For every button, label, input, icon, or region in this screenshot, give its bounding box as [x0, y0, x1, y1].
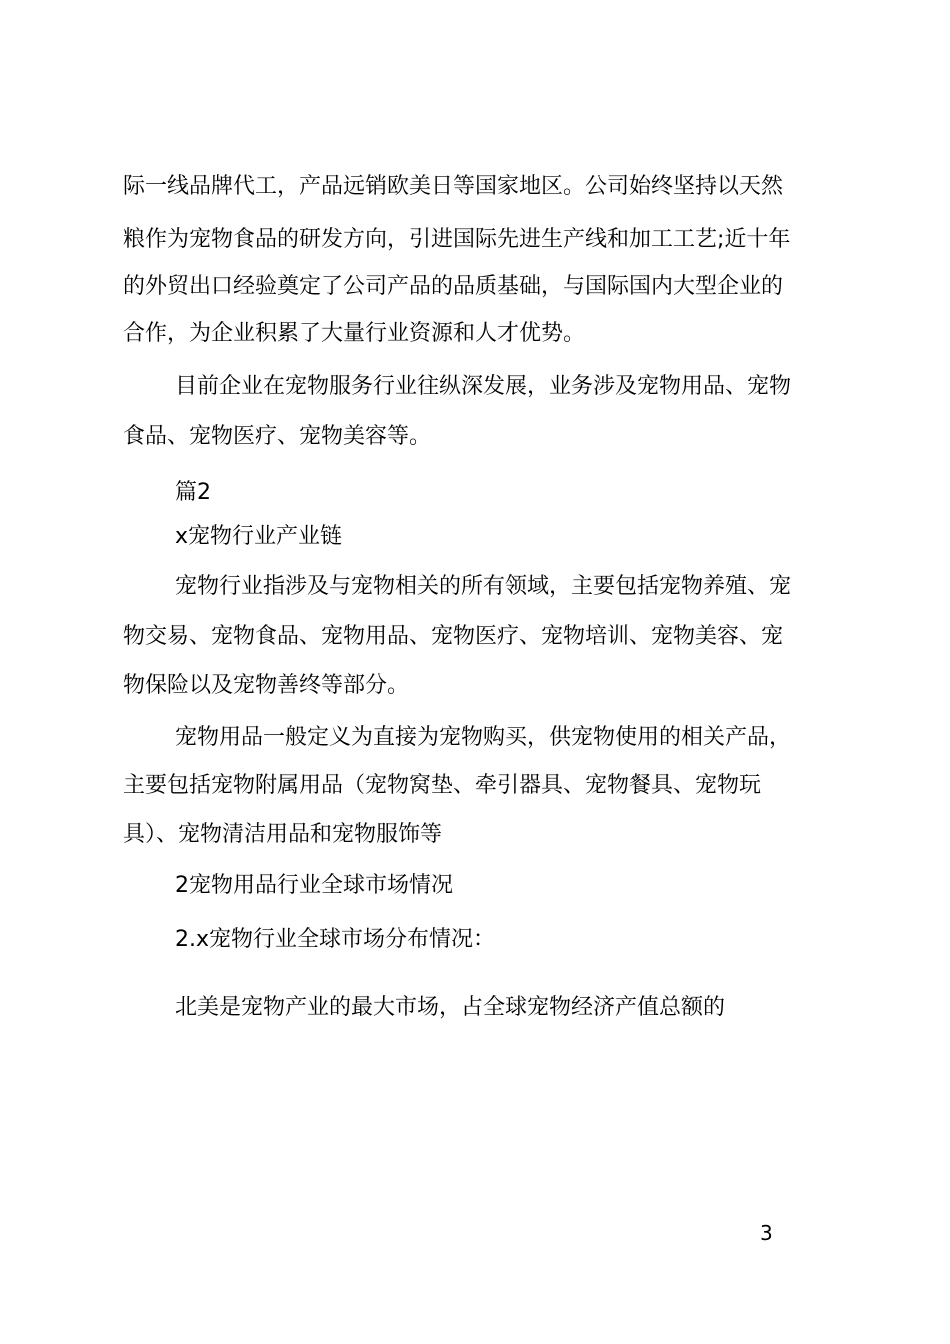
text-line: 食品、宠物医疗、宠物美容等。 [123, 424, 432, 449]
text-line: 北美是宠物产业的最大市场，占全球宠物经济产值总额的 [175, 995, 726, 1020]
text-line: 际一线品牌代工，产品远销欧美日等国家地区。公司始终坚持以天然 [123, 174, 784, 199]
text-line: 宠物用品一般定义为直接为宠物购买，供宠物使用的相关产品， [175, 725, 792, 750]
text-line: 合作，为企业积累了大量行业资源和人才优势。 [123, 321, 586, 346]
section-heading: x宠物行业产业链 [175, 524, 343, 549]
text-line: 的外贸出口经验奠定了公司产品的品质基础，与国际国内大型企业的 [123, 274, 784, 299]
text-line: 粮作为宠物食品的研发方向，引进国际先进生产线和加工工艺;近十年 [123, 227, 791, 252]
text-line: 物交易、宠物食品、宠物用品、宠物医疗、宠物培训、宠物美容、宠 [123, 624, 784, 649]
section-heading: 2宠物用品行业全球市场情况 [175, 873, 453, 898]
section-heading: 篇2 [175, 480, 211, 505]
section-heading: 2.x宠物行业全球市场分布情况： [175, 927, 496, 952]
page-number: 3 [760, 1221, 773, 1245]
text-line: 宠物行业指涉及与宠物相关的所有领域，主要包括宠物养殖、宠 [175, 574, 792, 599]
text-line: 主要包括宠物附属用品（宠物窝垫、牵引器具、宠物餐具、宠物玩 [123, 773, 762, 798]
text-line: 物保险以及宠物善终等部分。 [123, 673, 410, 698]
text-line: 具）、宠物清洁用品和宠物服饰等 [123, 822, 443, 847]
text-line: 目前企业在宠物服务行业往纵深发展，业务涉及宠物用品、宠物 [175, 374, 792, 399]
